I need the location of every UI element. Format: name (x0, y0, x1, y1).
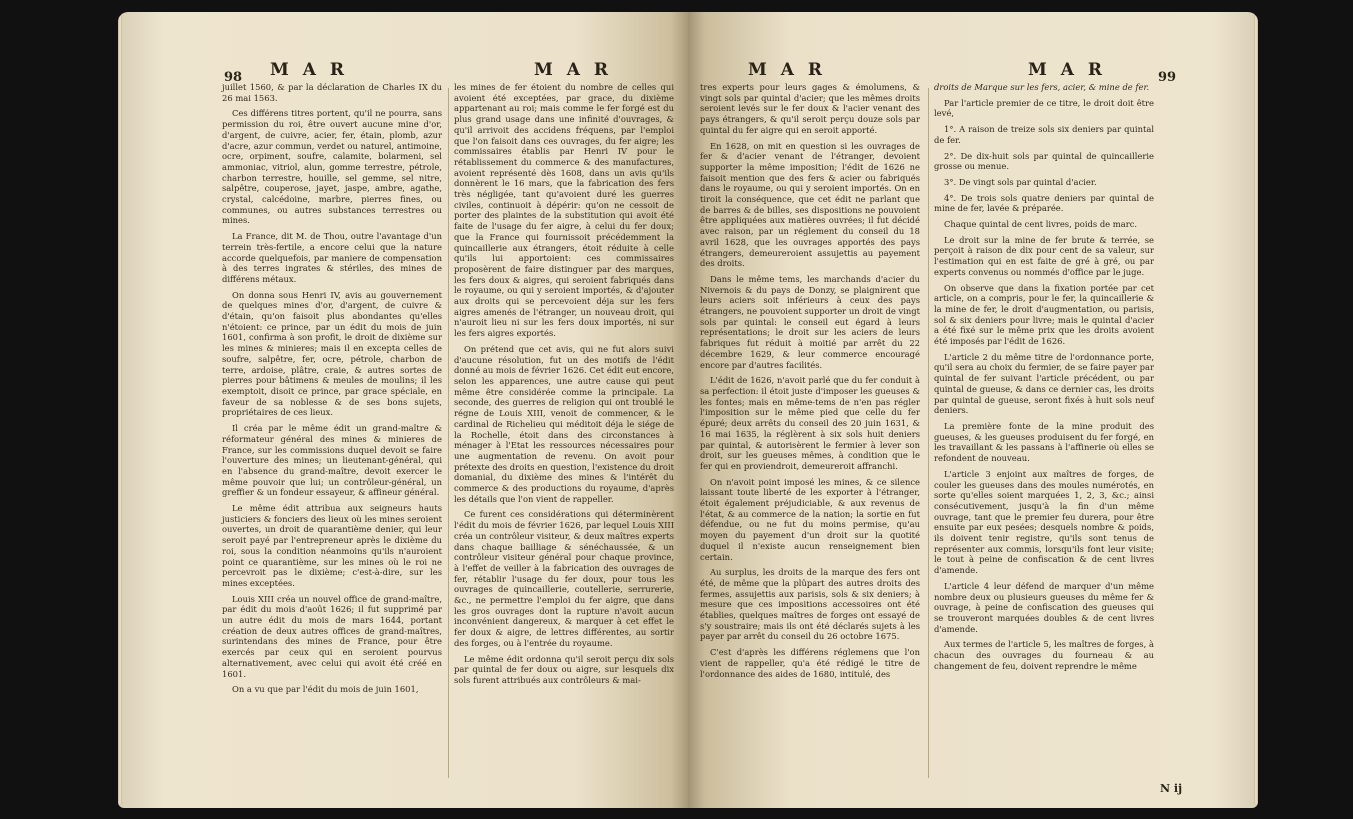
paragraph: Il créa par le même édit un grand-maître & réformateur général des mines & minieres de France, sur les commissions duquel devoit se faire l'ouverture des mines; un lieutenant-général, qui en l'absence du grand-maître, devoit exercer le même pouvoir que lui; un contrôleur-général, un greffier & un fondeur essayeur, & affineur général. (222, 423, 442, 498)
paragraph: On prétend que cet avis, qui ne fut alors suivi d'aucune résolution, fut un des motifs de l'édit donné au mois de février 1626. Cet édit eut encore, selon les apparences, une autre cause qui peut même être considérée comme la principale. La seconde, des guerres de religion qui ont troublé le régne de Louis XIII, venoit de commencer, & le cardinal de Richelieu qui méditoit déja le siége de la Rochelle, étoit dans des circonstances à ménager à l'Etat les ressources nécessaires pour une augmentation de revenu. On avoit pour prétexte des droits en question, l'existence du droit domanial, du dixième des mines & l'intérêt du commerce & des productions du royaume, d'après les détails que l'on vient de rappeller. (454, 343, 674, 504)
running-head: M A R (534, 60, 612, 80)
page-number-right: 99 (1158, 70, 1177, 85)
open-book (118, 12, 1258, 808)
paragraph: les mines de fer étoient du nombre de celles qui avoient été exceptées, par grace, du dixième appartenant au roi; mais comme le fer forgé est du plus grand usage dans une infinité d'ouvrages, & qu'il arrivoit des accidens fréquens, par l'emploi que l'on faisoit dans ces ouvrages, du fer aigre; les commissaires établis par Henri IV pour le rétablissement du commerce & des manufactures, avoient représenté dès 1608, dans un avis qu'ils donnèrent le 16 mars, que la fabrication des fers très négligée, tant qu'avoient duré les guerres civiles, continuoit à dépérir: qu'on ne cessoit de porter des plaintes de la substitution qui avoit été faite de l'usage du fer aigre, à celui du fer doux; que la France qui fournissoit précédemment la quincaillerie aux étrangers, étoit réduite à celle qu'ils lui apportoient: ces commissaires proposèrent de faire distinguer par des marques, les fers doux & aigres, qui seroient fabriqués dans le royaume, ou qui y seroient importés, & d'ajouter aux droits qui se percevoient déja sur les fers aigres amenés de l'étranger, un nouveau droit, qui n'auroit lieu ni sur les fers doux importés, ni sur les fers aigres exportés. (454, 82, 674, 339)
paragraph: L'édit de 1626, n'avoit parlé que du fer conduit à sa perfection: il étoit juste d'imposer les gueuses & les fontes; mais en même-tems de n'en pas régler l'imposition sur le même pied que celle du fer épuré; deux arrêts du conseil des 20 juin 1631, & 16 mai 1635, la réglèrent à six sols huit deniers par quintal, & autorisèrent le fermier à lever son droit, sur les gueuses mêmes, à condition que le fer qui en proviendroit, demeureroit affranchi. (700, 375, 920, 471)
text-column-1 (700, 82, 920, 684)
paragraph: C'est d'après les différens réglemens que l'on vient de rappeller, qu'a été rédigé le titre de l'ordonnance des aides de 1680, intitulé, des (700, 647, 920, 679)
paragraph: La première fonte de la mine produit des gueuses, & les gueuses produisent du fer forgé, en les travaillant & les passans à l'affinerie où elles se refondent de nouveau. (934, 420, 1154, 464)
paragraph: L'article 4 leur défend de marquer d'un même nombre deux ou plusieurs gueuses du même fer & ouvrage, à peine de confiscation des gueuses qui se trouveront marquées doubles & de cent livres d'amende. (934, 580, 1154, 634)
paragraph: Dans le même tems, les marchands d'acier du Nivernois & du pays de Donzy, se plaignirent que leurs aciers soit inférieurs à ceux des pays étrangers, ne pouvoient supporter un droit de vingt sols par quintal: le conseil eut égard à leurs représentations; le droit sur les aciers de leurs fabriques fut réduit à moitié par arrêt du 22 décembre 1629, & leur commerce encouragé encore par d'autres facilités. (700, 273, 920, 370)
text-column-2 (934, 82, 1154, 676)
paragraph: tres experts pour leurs gages & émolumens, & vingt sols par quintal d'acier; que les mêmes droits seroient levés sur le fer doux & l'acier venant des pays étrangers, & qu'il seroit perçu douze sols par quintal du fer aigre qui en seroit apporté. (700, 82, 920, 135)
paragraph: Au surplus, les droits de la marque des fers ont été, de même que la plûpart des autres droits des fermes, assujettis aux parisis, sols & six deniers; à mesure que ces impositions accessoires ont été établies, quelques maîtres de forges ont essayé de s'y soustraire; mais ils ont été déclarés sujets à les payer par arrêt du conseil du 26 octobre 1675. (700, 567, 920, 642)
paragraph: 2°. De dix-huit sols par quintal de quincaillerie grosse ou menue. (934, 150, 1154, 172)
paragraph: L'article 2 du même titre de l'ordonnance porte, qu'il sera au choix du fermier, de se faire payer par quintal de fer suivant l'article précédent, ou par quintal de gueuse, & dans ce dernier cas, les droits par quintal de gueuse, seront fixés à huit sols neuf deniers. (934, 351, 1154, 416)
left-page (118, 12, 688, 808)
paragraph: Louis XIII créa un nouvel office de grand-maître, par édit du mois d'août 1626; il fut supprimé par un autre édit du mois de mars 1644, portant création de deux autres offices de grand-maîtres, surintendans des mines de France, pour être exercés par ceux qui en seroient pourvus alternativement, avec celui qui avoit été créé en 1601. (222, 593, 442, 679)
paragraph: Aux termes de l'article 5, les maîtres de forges, à chacun des ouvrages du fourneau & au changement de feu, doivent reprendre le même (934, 639, 1154, 671)
paragraph: 4°. De trois sols quatre deniers par quintal de mine de fer, lavée & préparée. (934, 192, 1154, 214)
signature-mark: N ij (1160, 782, 1183, 795)
paragraph: juillet 1560, & par la déclaration de Charles IX du 26 mai 1563. (222, 82, 442, 103)
text-column-1 (222, 82, 442, 700)
paragraph: En 1628, on mit en question si les ouvrages de fer & d'acier venant de l'étranger, devoient supporter la même imposition; l'édit de 1626 ne faisoit mention que des fers & acier ou fabriqués dans le royaume, ou qui y seroient importés. On en tiroit la conséquence, que cet édit ne parlant que de barres & de billes, ses dispositions ne pouvoient être appliquées aux matières ouvrées; il fut décidé avec raison, par un réglement du conseil du 18 avril 1628, que les ouvrages apportés des pays étrangers, demeureroient assujettis au payement des droits. (700, 140, 920, 269)
right-page (688, 12, 1258, 808)
text-column-2 (454, 82, 674, 691)
paragraph: 3°. De vingt sols par quintal d'acier. (944, 176, 1097, 187)
paragraph: Ce furent ces considérations qui déterminèrent l'édit du mois de février 1626, par lequel Louis XIII créa un contrôleur visiteur, & deux maîtres experts dans chaque bailliage & sénéchaussée, & un contrôleur visiteur général pour chaque province, à l'effet de veiller à la fabrication des ouvrages de fer, rétablir l'usage du fer doux, pour tous les ouvrages de quincaillerie, coutellerie, serrurerie, &c., ne permettre l'emploi du fer aigre, que dans les gros ouvrages dont la rupture n'avoit aucun inconvénient dangereux, & marquer à cet effet le fer doux & aigre, de lettres différentes, au sortir des forges, ou à l'entrée du royaume. (454, 509, 674, 648)
paragraph: L'article 3 enjoint aux maîtres de forges, de couler les gueuses dans des moules numérotés, en sorte qu'elles soient marquées 1, 2, 3, &c.; ainsi consécutivement, jusqu'à la fin d'un même ouvrage, tant que le premier feu durera, pour être ensuite par eux pesées; desquels nombre & poids, ils doivent tenir registre, qu'ils sont tenus de représenter aux commis, lorsqu'ils font leur visite; le tout à peine de confiscation & de cent livres d'amende. (934, 468, 1154, 576)
page-number-left: 98 (224, 70, 243, 85)
page-edge-left (118, 16, 122, 804)
paragraph: On donna sous Henri IV, avis au gouvernement de quelques mines d'or, d'argent, de cuivre & d'étain, qu'on faisoit plus abondantes qu'elles n'étoient: ce prince, par un édit du mois de juin 1601, confirma à son profit, le droit de dixième sur les mines & minieres; mais il en excepta celles de soufre, salpêtre, fer, ocre, pétrole, charbon de terre, ardoise, plâtre, craie, & autres sortes de pierres pour bâtimens & meules de moulins; il les exemptoit, disoit ce prince, par grace spéciale, en faveur de sa noblesse & de ses bons sujets, propriétaires de ces lieux. (222, 289, 442, 418)
paragraph: La France, dit M. de Thou, outre l'avantage d'un terrein très-fertile, a encore celui que la nature accorde quelquefois, par maniere de compensation à des terres ingrates & stériles, des mines de différens métaux. (222, 231, 442, 284)
running-head: M A R (1028, 60, 1106, 80)
paragraph: droits de Marque sur les fers, acier, & mine de fer. (934, 82, 1150, 92)
paragraph: On observe que dans la fixation portée par cet article, on a compris, pour le fer, la quincaillerie & la mine de fer, le droit d'augmentation, ou parisis, sol & six deniers pour livre; mais le quintal d'acier a été fixé sur le même prix que les droits avoient été imposés par l'édit de 1626. (934, 282, 1154, 347)
paragraph: Ces différens titres portent, qu'il ne pourra, sans permission du roi, être ouvert aucune mine d'or, d'argent, de cuivre, acier, fer, étain, plomb, azur d'acre, azur commun, verdet ou naturel, antimoine, ocre, orpiment, soufre, calamite, bolarmeni, sel ammoniac, vitriol, alun, gomme terrestre, pétrole, charbon terrestre, houille, sel gemme, sel nitre, salpêtre, couperose, jayet, jaspe, ambre, agathe, crystal, calcédoine, marbre, pierres fines, ou communes, ou autres substances terrestres ou mines. (222, 108, 442, 226)
paragraph: Le droit sur la mine de fer brute & terrée, se perçoit à raison de dix pour cent de sa valeur, sur l'estimation qui en est faite de gré à gré, ou par experts convenus ou nommés d'office par le juge. (934, 234, 1154, 277)
paragraph: Par l'article premier de ce titre, le droit doit être levé, (934, 97, 1154, 119)
running-head: M A R (748, 60, 826, 80)
page-edge-right (1254, 16, 1258, 804)
paragraph: Chaque quintal de cent livres, poids de marc. (944, 219, 1138, 230)
paragraph: Le même édit attribua aux seigneurs hauts justiciers & fonciers des lieux où les mines seroient ouvertes, un droit de quarantième denier, qui leur seroit payé par l'entrepreneur après le dixième du roi, sous la condition néanmoins qu'ils n'auroient point ce quarantième, sur les mines où le roi ne percevroit pas le dixième; c'est-à-dire, sur les mines exceptées. (222, 503, 442, 588)
running-head: M A R (270, 60, 348, 80)
paragraph: Le même édit ordonna qu'il seroit perçu dix sols par quintal de fer doux ou aigre, sur lesquels dix sols furent attribués aux contrôleurs & mai- (454, 653, 674, 685)
paragraph: On n'avoit point imposé les mines, & ce silence laissant toute liberté de les exporter à l'étranger, étoit également préjudiciable, & aux revenus de l'état, & au commerce de la nation; la sortie en fut défendue, ou ne fut du moins permise, qu'au moyen du payement d'un droit sur la quotité duquel il n'existe aucun renseignement bien certain. (700, 476, 920, 562)
column-rule (448, 88, 449, 778)
paragraph: 1°. A raison de treize sols six deniers par quintal de fer. (934, 124, 1154, 145)
column-rule (928, 88, 929, 778)
paragraph: On a vu que par l'édit du mois de juin 1601, (232, 684, 419, 695)
